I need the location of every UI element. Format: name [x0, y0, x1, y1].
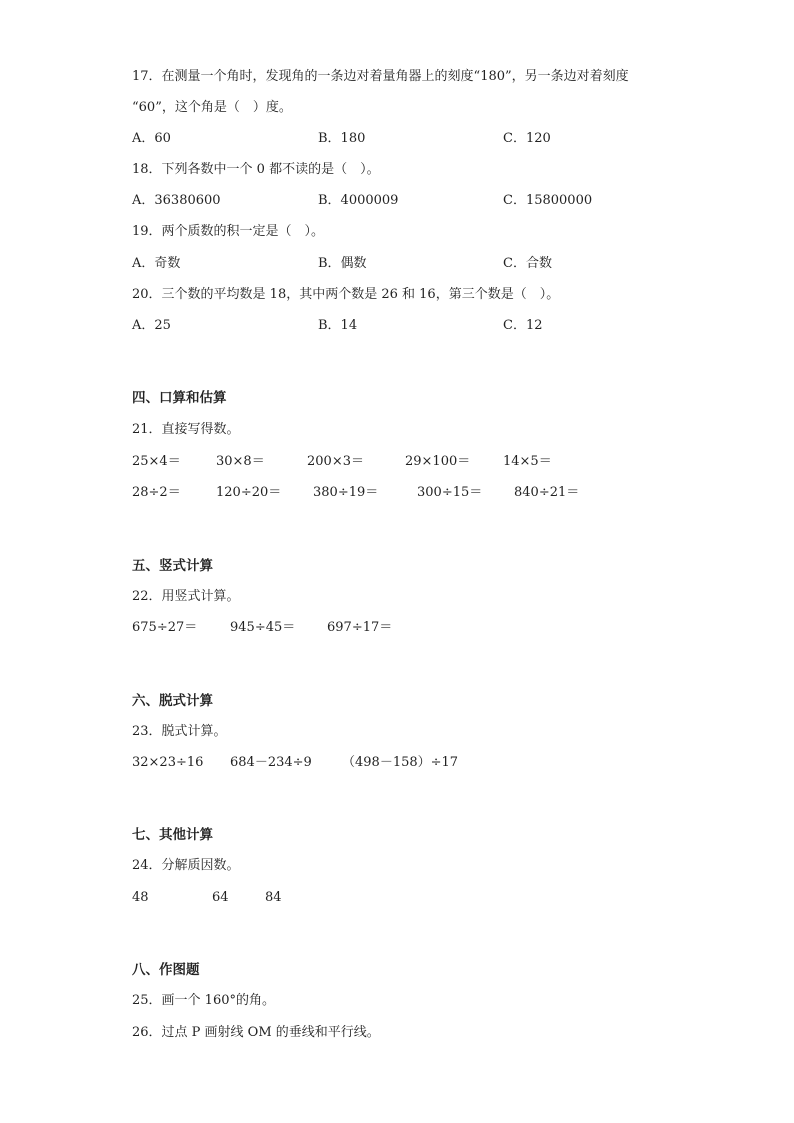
q21-expr: 30×8＝	[216, 454, 265, 469]
q18-option-c: C．15800000	[503, 193, 593, 208]
q19-option-c: C．合数	[503, 256, 552, 271]
q21-expr: 200×3＝	[307, 454, 364, 469]
q18-option-a: A．36380600	[132, 193, 221, 208]
q20-option-c: C．12	[503, 318, 543, 333]
q21-expr: 28÷2＝	[132, 485, 181, 500]
q17-option-a: A．60	[132, 131, 171, 146]
q21-expr: 120÷20＝	[216, 485, 282, 500]
q24-number: 64	[212, 890, 229, 905]
q17-option-b: B．180	[318, 131, 366, 146]
section-6-heading: 六、脱式计算	[132, 693, 213, 709]
q22-expr: 945÷45＝	[230, 620, 296, 635]
q23-expr: （498－158）÷17	[342, 755, 459, 770]
section-4-heading: 四、口算和估算	[132, 390, 227, 406]
q21-expr: 380÷19＝	[313, 485, 379, 500]
q22-expr: 675÷27＝	[132, 620, 198, 635]
q24-text: 24．分解质因数。	[132, 858, 240, 873]
q25-text: 25．画一个 160°的角。	[132, 993, 275, 1008]
q21-expr: 14×5＝	[503, 454, 552, 469]
q19-option-a: A．奇数	[132, 256, 181, 271]
q24-number: 48	[132, 890, 149, 905]
q21-text: 21．直接写得数。	[132, 422, 240, 437]
q22-text: 22．用竖式计算。	[132, 589, 240, 604]
q24-number: 84	[265, 890, 282, 905]
q17-text-line2: “60”，这个角是（ ）度。	[132, 100, 292, 115]
q20-text: 20．三个数的平均数是 18，其中两个数是 26 和 16，第三个数是（ ）。	[132, 287, 560, 302]
section-8-heading: 八、作图题	[132, 962, 200, 978]
q22-expr: 697÷17＝	[327, 620, 393, 635]
q20-option-b: B．14	[318, 318, 358, 333]
q21-expr: 840÷21＝	[514, 485, 580, 500]
section-5-heading: 五、竖式计算	[132, 558, 213, 574]
q21-expr: 300÷15＝	[417, 485, 483, 500]
section-7-heading: 七、其他计算	[132, 827, 213, 843]
q26-text: 26．过点 P 画射线 OM 的垂线和平行线。	[132, 1025, 380, 1040]
q20-option-a: A．25	[132, 318, 171, 333]
q18-option-b: B．4000009	[318, 193, 399, 208]
q19-text: 19．两个质数的积一定是（ ）。	[132, 224, 325, 239]
q23-expr: 32×23÷16	[132, 755, 204, 770]
q18-text: 18．下列各数中一个 0 都不读的是（ ）。	[132, 162, 380, 177]
q23-expr: 684－234÷9	[230, 755, 312, 770]
q23-text: 23．脱式计算。	[132, 724, 227, 739]
q17-text-line1: 17．在测量一个角时，发现角的一条边对着量角器上的刻度“180”，另一条边对着刻度	[132, 69, 629, 84]
q19-option-b: B．偶数	[318, 256, 367, 271]
q17-option-c: C．120	[503, 131, 551, 146]
q21-expr: 29×100＝	[405, 454, 471, 469]
q21-expr: 25×4＝	[132, 454, 181, 469]
